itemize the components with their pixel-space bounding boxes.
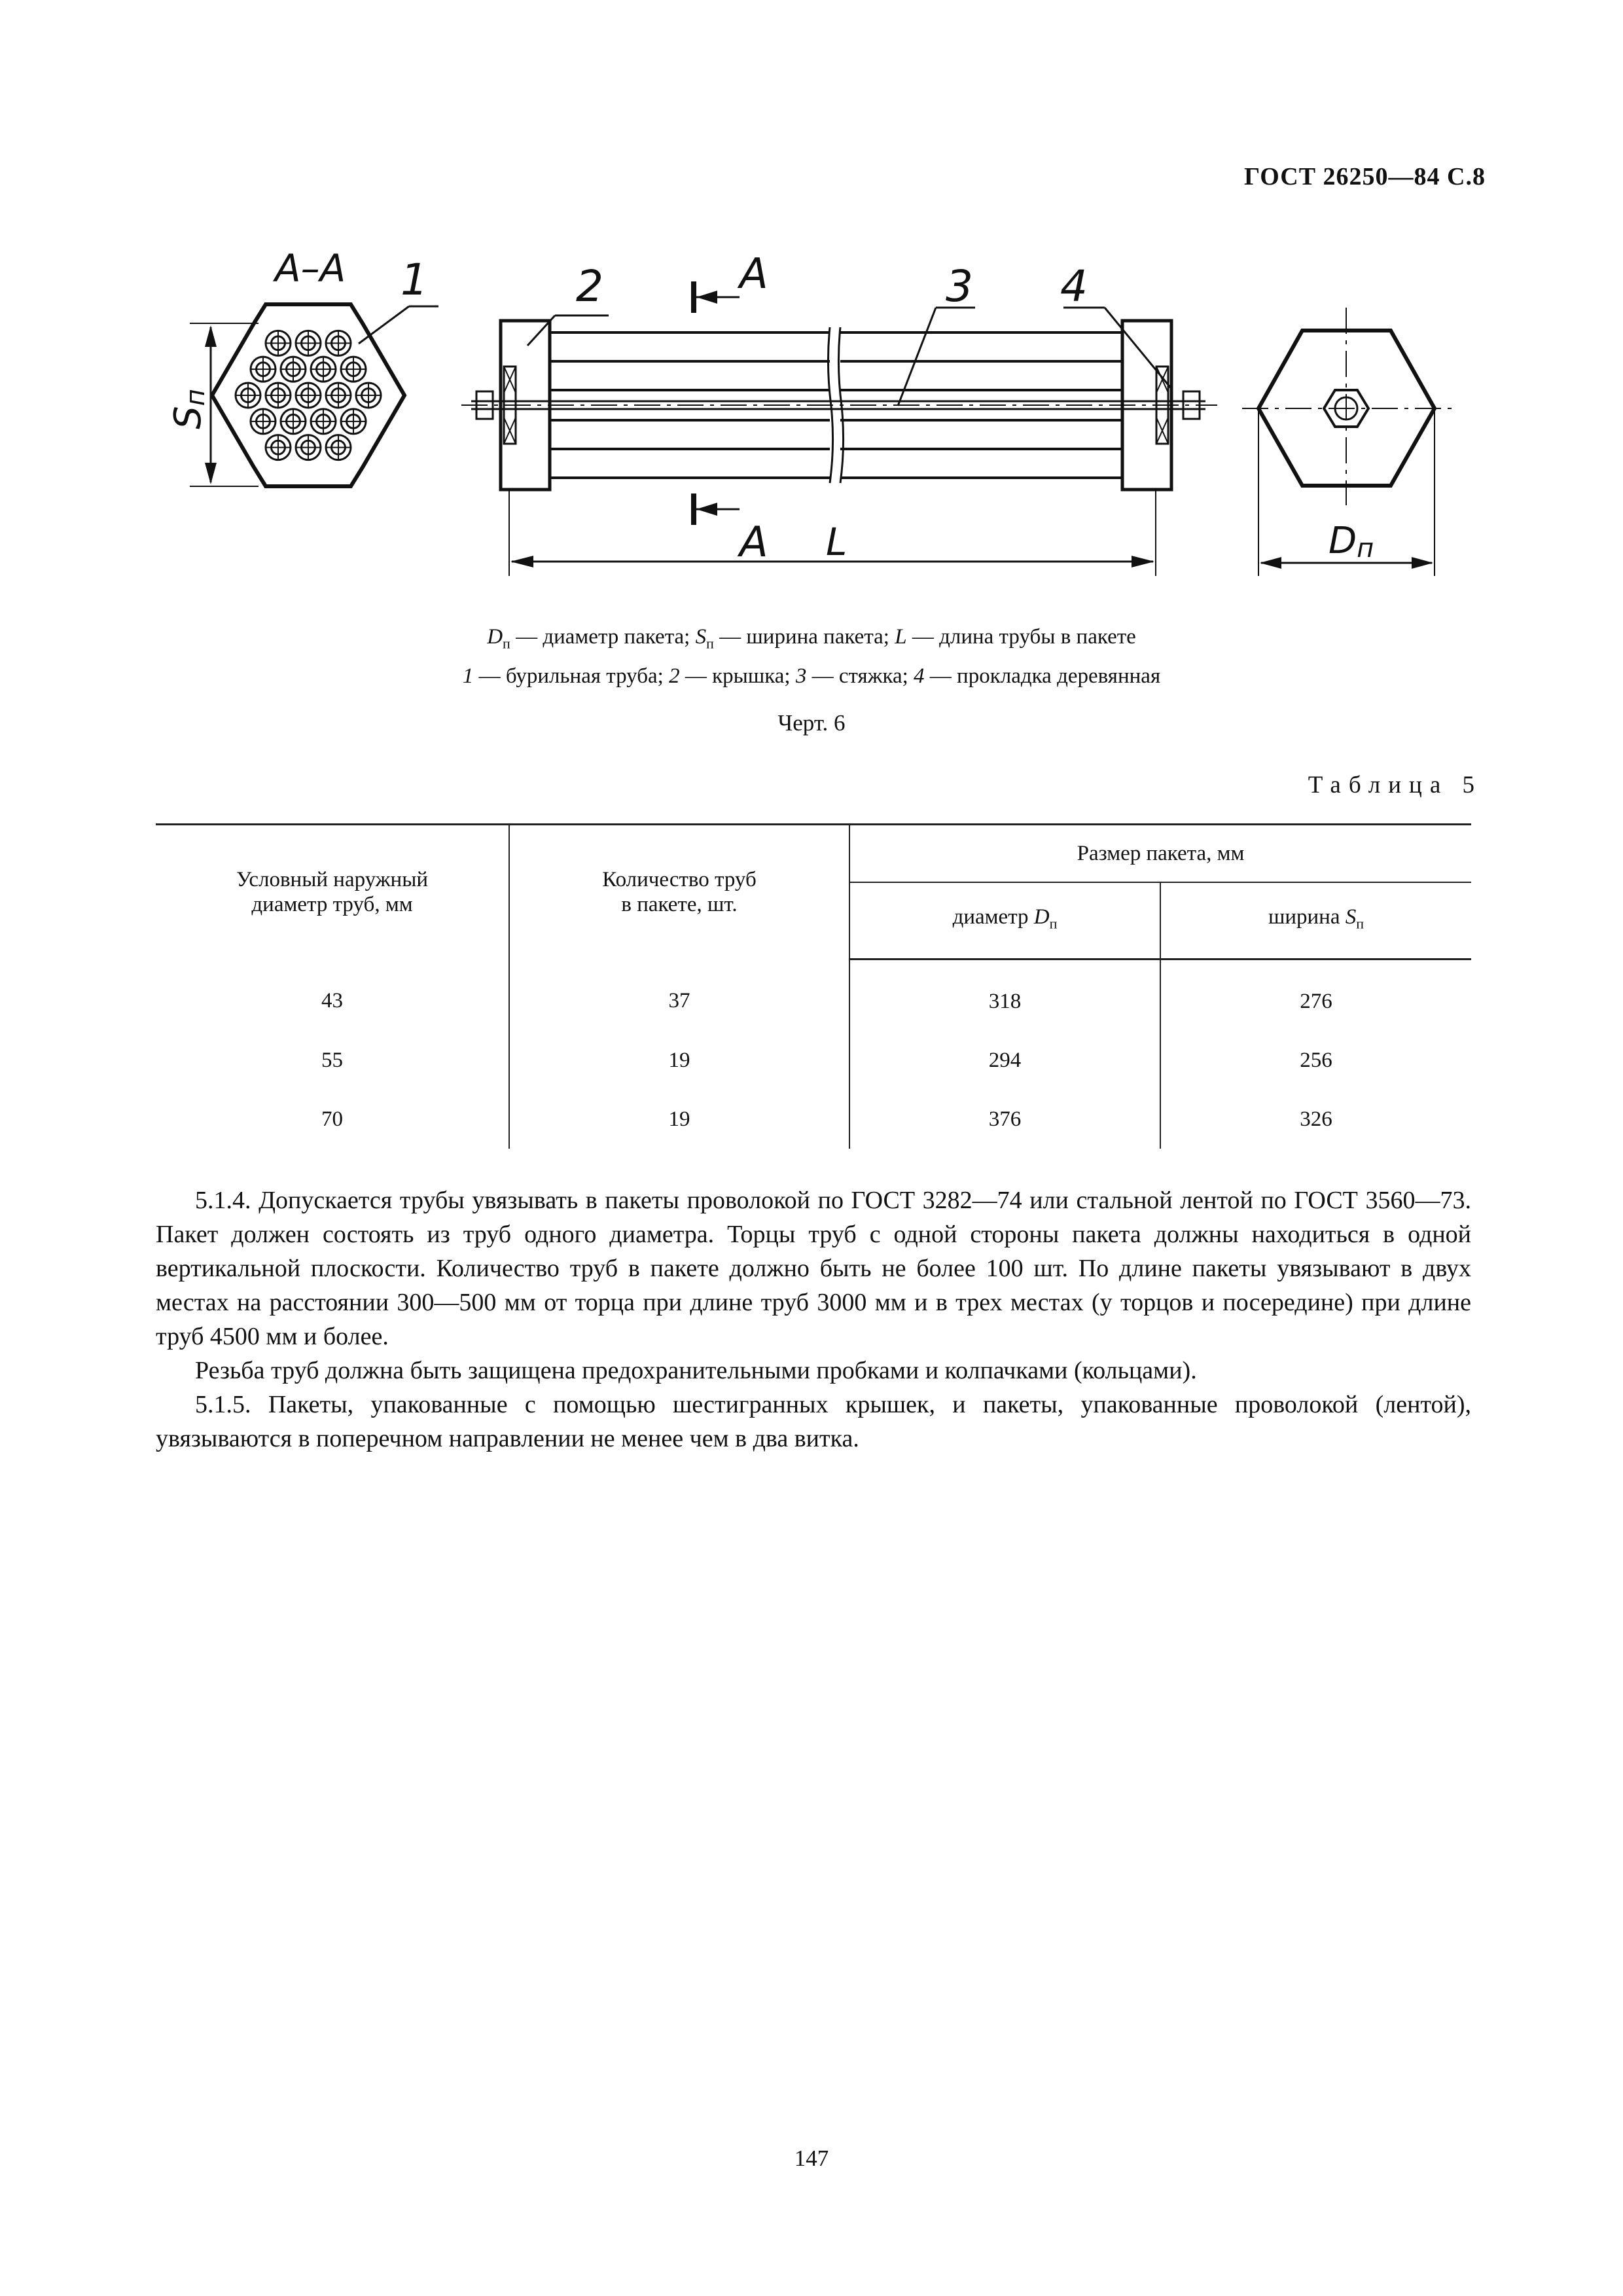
header-package-width: ширина $S_п$	[1160, 882, 1471, 960]
table-cell: 19	[509, 1090, 849, 1149]
legend-line-2: 1 — бурильная труба; 2 — крышка; 3 — стяжка; 4 — прокладка деревянная	[462, 664, 1161, 688]
figure-caption: Черт. 6	[777, 710, 846, 736]
page-number: 147	[794, 2145, 829, 2171]
table-cell: 318	[849, 960, 1160, 1031]
table-row	[156, 1090, 1471, 1149]
table-cell: 19	[509, 1031, 849, 1090]
table-cell: 37	[509, 960, 849, 1031]
table-5	[156, 823, 1471, 1149]
header-package-size: Размер пакета, мм	[849, 825, 1471, 882]
header-pipe-count: Количество труб в пакете, шт.	[509, 825, 849, 960]
header-nominal-diameter: Условный наружный диаметр труб, мм	[156, 825, 509, 960]
table-row	[156, 1031, 1471, 1090]
callout-4: 4	[1060, 261, 1088, 312]
table-cell: 326	[1160, 1090, 1471, 1149]
section-view	[190, 304, 438, 486]
paragraph-5-1-5: 5.1.5. Пакеты, упакованные с помощью шестигранных крышек, и пакеты, упакованные проволокой (лентой), увязываются в поперечном направлении не менее чем в два витка.	[156, 1391, 1471, 1452]
table-cell: 256	[1160, 1031, 1471, 1090]
width-dimension-label: Sп	[167, 389, 211, 429]
paragraph-thread-protection: Резьба труб должна быть защищена предохранительными пробками и колпачками (кольцами).	[195, 1357, 1197, 1384]
table-cell: 43	[156, 960, 509, 1031]
header-package-diameter: диаметр $D_п$	[849, 882, 1160, 960]
standard-header: ГОСТ 26250—84 С.8	[1244, 163, 1486, 190]
table-cell: 276	[1160, 960, 1471, 1031]
body-text	[156, 1183, 1471, 1456]
diameter-dimension-label: Dп	[1329, 520, 1374, 564]
table-cell: 376	[849, 1090, 1160, 1149]
paragraph-5-1-4: 5.1.4. Допускается трубы увязывать в пакеты проволокой по ГОСТ 3282—74 или стальной лентой по ГОСТ 3560—73. Пакет должен состоять из труб одного диаметра. Торцы труб с одной стороны пакета должны находиться в одной вертикальной плоскости. Количество труб в пакете должно быть не более 100 шт. По длине пакеты увязывают в двух местах на расстоянии 300—500 мм от торца при длине труб 3000 мм и в трех местах (у торцов и посередине) при длине труб 4500 мм и более.	[156, 1187, 1471, 1350]
length-label: L	[826, 520, 847, 564]
section-arrow-label-top: А	[740, 250, 768, 298]
table-row	[156, 960, 1471, 1031]
technical-drawing	[0, 236, 1623, 602]
callout-3: 3	[946, 261, 973, 312]
section-label: А–А	[275, 246, 346, 291]
pipe-circles	[236, 331, 381, 459]
callout-1: 1	[401, 255, 428, 305]
table-cell: 294	[849, 1031, 1160, 1090]
section-arrow-label-bottom: А	[740, 518, 768, 567]
table-label: Таблица 5	[1308, 772, 1482, 798]
legend-line-1: $D_п$ — диаметр пакета; $S_п$ — ширина пакета; L — длина трубы в пакете	[487, 625, 1136, 652]
table-cell: 70	[156, 1090, 509, 1149]
callout-2: 2	[576, 261, 603, 312]
table-cell: 55	[156, 1031, 509, 1090]
